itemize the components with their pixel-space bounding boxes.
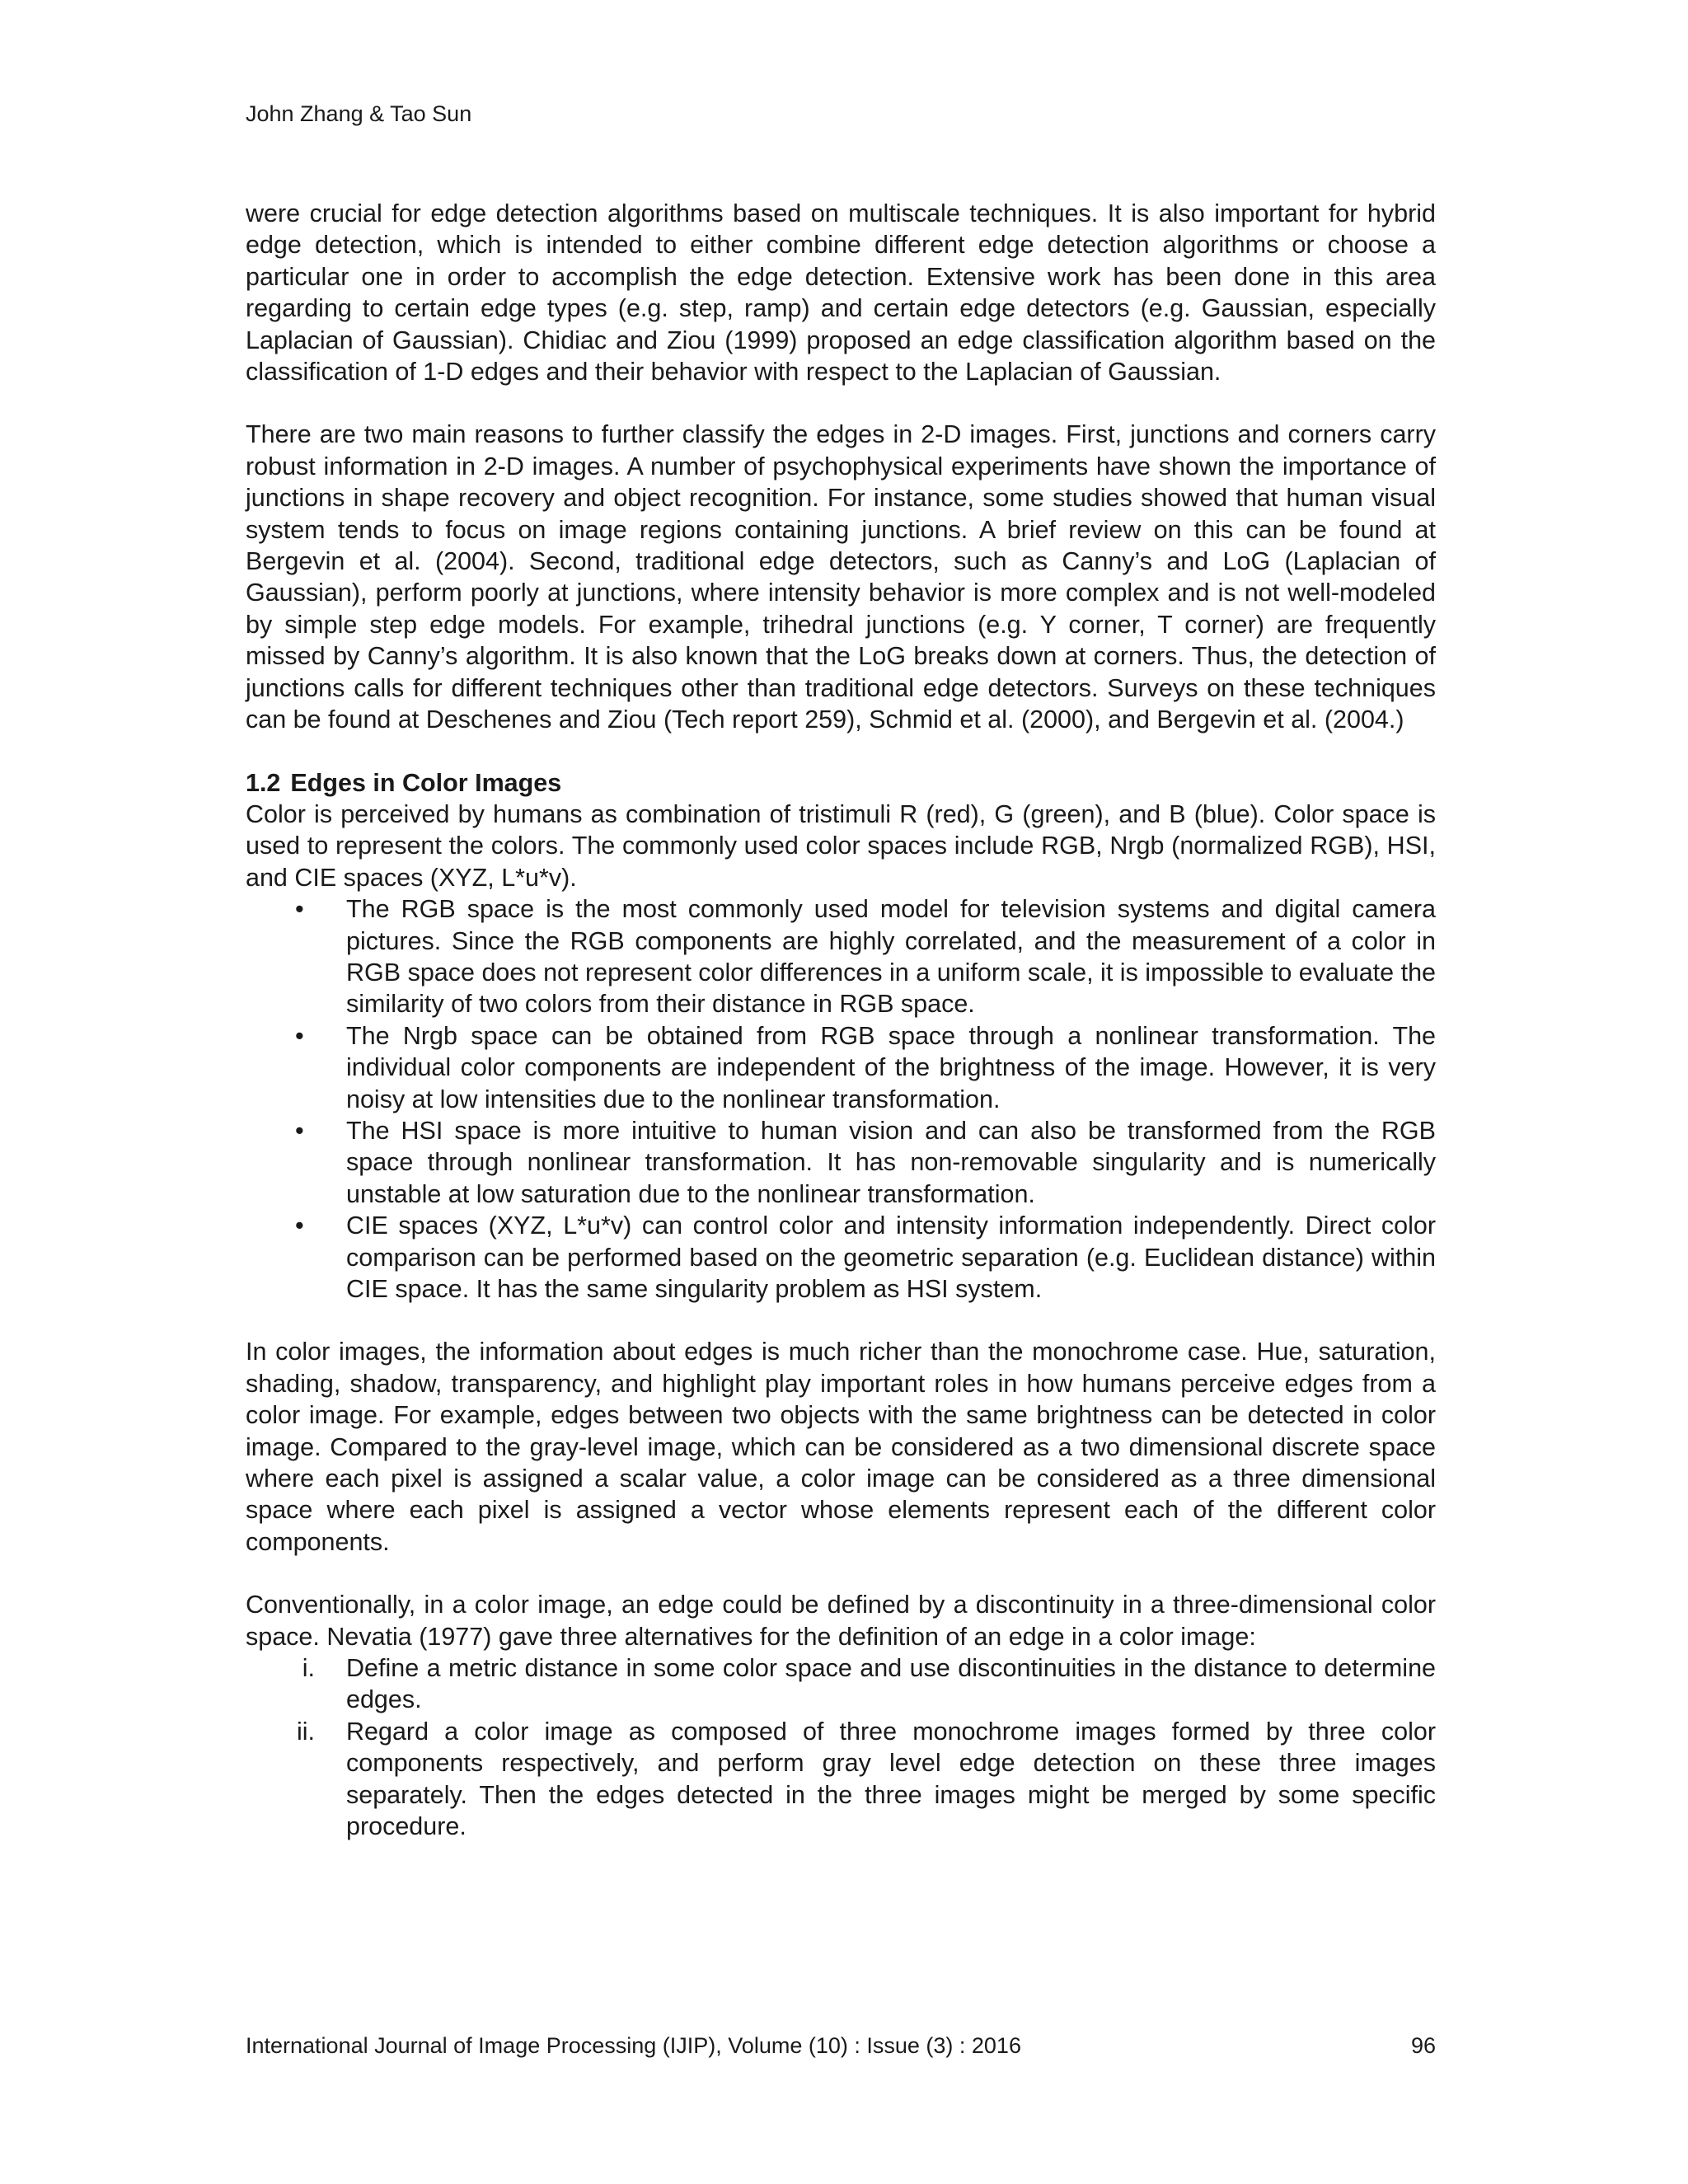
paragraph-gap xyxy=(246,1558,1436,1589)
paragraph-color-perception: Color is perceived by humans as combination of tristimuli R (red), G (green), and B (blue). Color space is used to represent the colors. The commonly used color spaces include RGB, Nrgb (normalized RGB), HSI, and CIE spaces (XYZ, L*u*v). xyxy=(246,799,1436,892)
list-item-text: CIE spaces (XYZ, L*u*v) can control color and intensity information independently. Direct color comparison can be performed based on the geometric separation (e.g. Euclidean distance) within CIE space. It has the same singularity problem as HSI system. xyxy=(346,1212,1436,1303)
list-item-text: Define a metric distance in some color space and use discontinuities in the distance to determine edges. xyxy=(346,1654,1436,1714)
page-body xyxy=(246,198,1436,1843)
color-space-list xyxy=(246,893,1436,1305)
paragraph-gap xyxy=(246,736,1436,767)
bullet-icon: • xyxy=(295,895,304,924)
paragraph-gap xyxy=(246,387,1436,419)
section-heading xyxy=(246,767,1436,799)
list-item xyxy=(246,1210,1436,1305)
paragraph-gap xyxy=(246,1305,1436,1336)
page-number: 96 xyxy=(1410,2033,1436,2058)
footer-journal: International Journal of Image Processing (IJIP), Volume (10) : Issue (3) : 2016 xyxy=(246,2033,1021,2058)
edge-definition-list xyxy=(246,1652,1436,1842)
running-header-authors: John Zhang & Tao Sun xyxy=(246,101,472,126)
list-item xyxy=(246,1652,1436,1716)
list-item-text: Regard a color image as composed of three monochrome images formed by three color components respectively, and perform gray level edge detection on these three images separately. Then the edges detected in the three images might be merged by some specific procedure. xyxy=(346,1717,1436,1841)
bullet-icon: • xyxy=(295,1116,304,1145)
section-title: Edges in Color Images xyxy=(290,768,562,797)
section-number: 1.2 xyxy=(246,768,281,797)
list-item-text: The Nrgb space can be obtained from RGB space through a nonlinear transformation. The individual color components are independent of the brightness of the image. However, it is very noisy at low intensities due to the nonlinear transformation. xyxy=(346,1021,1436,1113)
paragraph-junctions: There are two main reasons to further classify the edges in 2-D images. First, junctions and corners carry robust information in 2-D images. A number of psychophysical experiments have shown the importance of junctions in shape recovery and object recognition. For instance, some studies showed that human visual system tends to focus on image regions containing junctions. A brief review on this can be found at Bergevin et al. (2004). Second, traditional edge detectors, such as Canny’s and LoG (Laplacian of Gaussian), perform poorly at junctions, where intensity behavior is more complex and is not well-modeled by simple step edge models. For example, trihedral junctions (e.g. Y corner, T corner) are frequently missed by Canny’s algorithm. It is also known that the LoG breaks down at corners. Thus, the detection of junctions calls for different techniques other than traditional edge detectors. Surveys on these techniques can be found at Deschenes and Ziou (Tech report 259), Schmid et al. (2000), and Bergevin et al. (2004.) xyxy=(246,420,1436,734)
paragraph-nevatia: Conventionally, in a color image, an edge could be defined by a discontinuity in a three-dimensional color space. Nevatia (1977) gave three alternatives for the definition of an edge in a color image: xyxy=(246,1591,1436,1651)
list-marker: ii. xyxy=(296,1717,315,1746)
paragraph-multiscale: were crucial for edge detection algorithms based on multiscale techniques. It is also important for hybrid edge detection, which is intended to either combine different edge detection algorithms or choose a particular one in order to accomplish the edge detection. Extensive work has been done in this area regarding to certain edge types (e.g. step, ramp) and certain edge detectors (e.g. Gaussian, especially Laplacian of Gaussian). Chidiac and Ziou (1999) proposed an edge classification algorithm based on the classification of 1-D edges and their behavior with respect to the Laplacian of Gaussian. xyxy=(246,199,1436,387)
paragraph-color-edges: In color images, the information about edges is much richer than the monochrome case. Hue, saturation, shading, shadow, transparency, and highlight play important roles in how humans perceive edges from a color image. For example, edges between two objects with the same brightness can be detected in color image. Compared to the gray-level image, which can be considered as a two dimensional discrete space where each pixel is assigned a scalar value, a color image can be considered as a three dimensional space where each pixel is assigned a vector whose elements represent each of the different color components. xyxy=(246,1338,1436,1556)
list-item xyxy=(246,1716,1436,1843)
list-item xyxy=(246,1115,1436,1210)
list-item xyxy=(246,893,1436,1020)
list-item-text: The RGB space is the most commonly used model for television systems and digital camera pictures. Since the RGB components are highly correlated, and the measurement of a color in RGB space does not represent color differences in a uniform scale, it is impossible to evaluate the similarity of two colors from their distance in RGB space. xyxy=(346,895,1436,1019)
bullet-icon: • xyxy=(295,1021,304,1050)
list-marker: i. xyxy=(302,1654,315,1683)
list-item xyxy=(246,1020,1436,1115)
list-item-text: The HSI space is more intuitive to human vision and can also be transformed from the RGB space through nonlinear transformation. It has non-removable singularity and is numerically unstable at low saturation due to the nonlinear transformation. xyxy=(346,1116,1436,1208)
bullet-icon: • xyxy=(295,1212,304,1240)
